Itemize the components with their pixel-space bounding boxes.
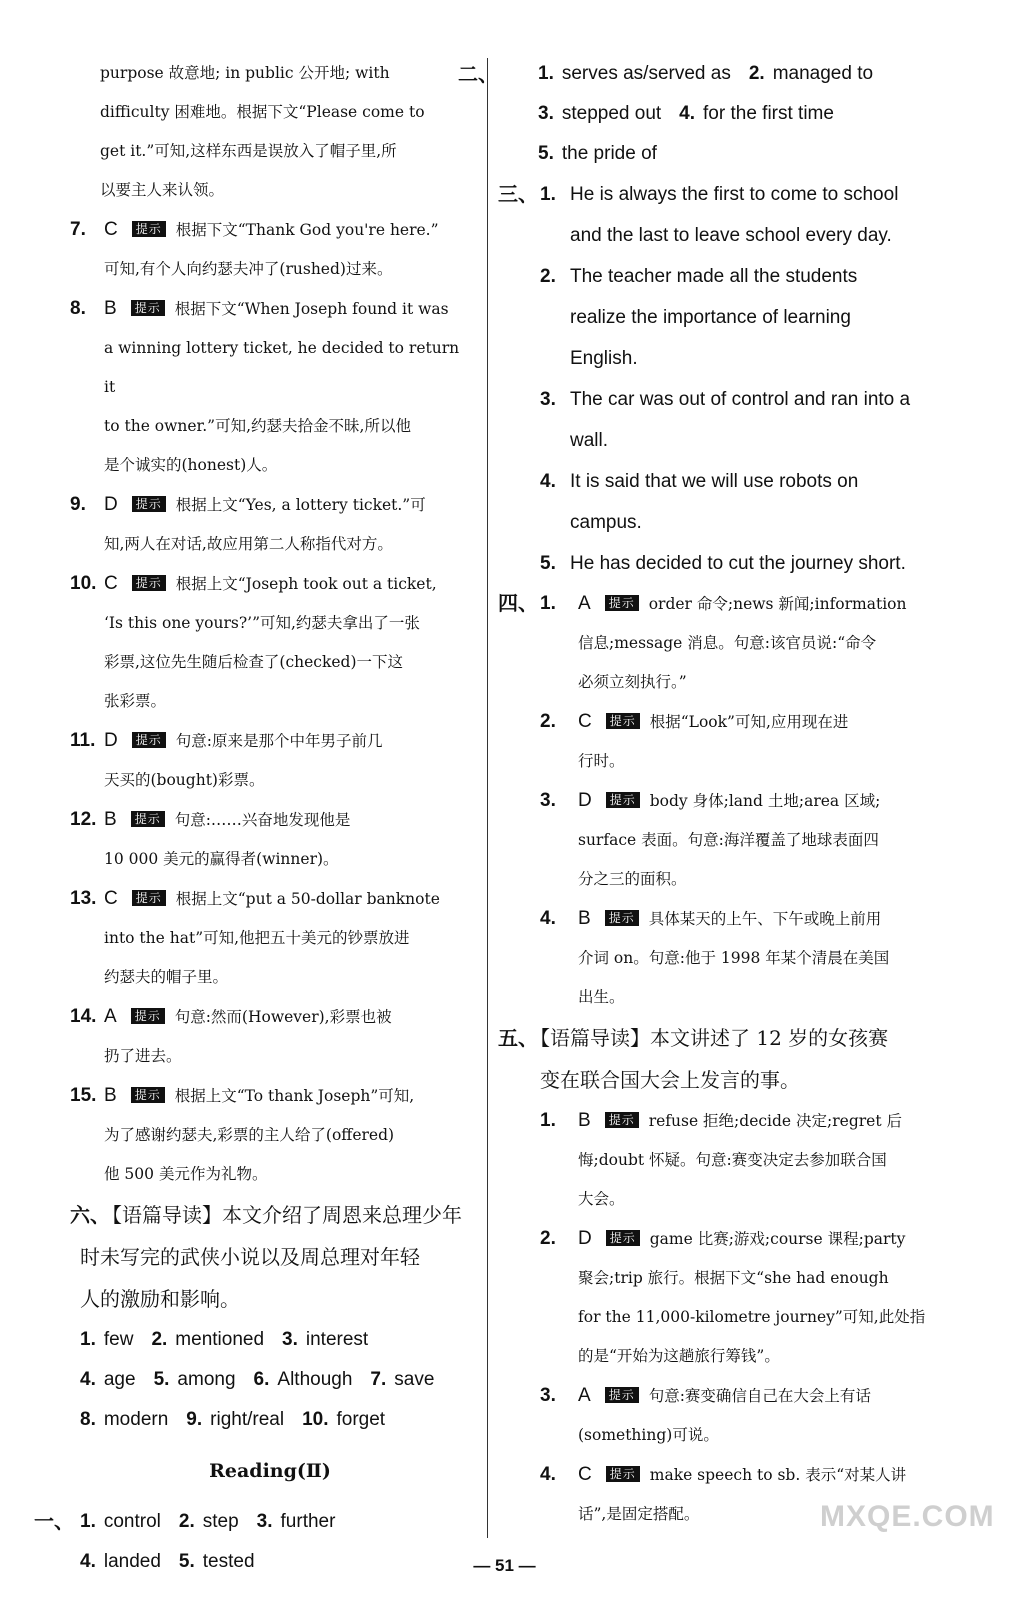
tip-badge: 提示 [132,575,166,591]
text-line: 句意:原来是那个中年男子前几 [175,732,383,750]
item-number: 8. [80,1409,96,1430]
item-number: 11. [70,730,96,751]
answer-text: further [280,1511,336,1532]
section-6-intro [70,1194,470,1236]
section-6 [70,1194,470,1440]
item-number: 8. [70,298,86,319]
left-column [34,54,470,1582]
text-line: 天买的(bought)彩票。 [104,771,265,789]
text-line: 变在联合国大会上发言的事。 [540,1068,800,1092]
answer-item-line [498,1141,938,1180]
item-number: 1. [540,184,556,205]
tip-badge: 提示 [605,595,639,611]
answer-letter: B [578,1110,591,1131]
item-number: 2. [178,1511,195,1532]
answer-item [498,1219,938,1259]
answer-item-line [70,840,470,879]
tip-badge: 提示 [605,1387,639,1403]
item-number: 2. [540,1228,556,1249]
tip-badge: 提示 [131,300,165,316]
text-line: into the hat”可知,他把五十美元的钞票放进 [104,929,410,947]
answer-text: forget [336,1409,386,1430]
sentence-text: and the last to leave school every day. [570,225,892,246]
answer-letter: C [578,1464,592,1485]
section-3 [498,174,938,584]
answer-item [498,1101,938,1141]
item-number: 1. [80,1329,96,1350]
section-label: 一、 [34,1511,74,1533]
item-number: 3. [540,1385,556,1406]
section-4 [498,584,938,1017]
sentence-text: wall. [570,430,609,451]
item-number: 14. [70,1006,97,1027]
answer-row [70,1400,470,1440]
text-line: 根据“Look”可知,应用现在进 [649,713,849,731]
text-line: 句意:……兴奋地发现他是 [174,811,351,829]
answer-letter: D [578,1228,592,1249]
item-number: 9. [70,494,86,515]
answer-item-line [498,939,938,978]
item-number: 4. [540,1464,556,1485]
answer-letter: A [578,1385,591,1406]
answer-text: serves as/served as [561,63,731,84]
answer-text: the pride of [561,143,657,164]
answer-item-line [498,1180,938,1219]
text-line: 是个诚实的(honest)人。 [104,456,278,474]
text-line: 话”,是固定搭配。 [578,1505,700,1523]
answer-text: age [103,1369,136,1390]
answer-item-line [498,978,938,1017]
text-line: get it.”可知,这样东西是误放入了帽子里,所 [100,142,397,160]
answer-text: right/real [210,1409,285,1430]
answer-item [498,584,938,624]
item-number: 3. [538,103,554,124]
answer-item-line [70,919,470,958]
answer-item-line [498,860,938,899]
answer-text: Although [277,1369,353,1390]
text-line: make speech to sb. 表示“对某人讲 [649,1466,907,1484]
answer-row [34,1502,470,1542]
text-line: ‘Is this one yours?’”可知,约瑟夫拿出了一张 [104,614,420,632]
answer-item-line [70,761,470,800]
section-label: 六、 [70,1203,110,1227]
sentence-line [498,502,938,543]
item-number: 1. [80,1511,96,1532]
answer-text: managed to [772,63,874,84]
section-6-answers [70,1320,470,1440]
answer-item-line [498,624,938,663]
answer-text: control [103,1511,161,1532]
answer-text: interest [305,1329,369,1350]
answer-item-line [70,407,470,446]
text-line: 根据上文“Yes, a lottery ticket.”可 [175,496,426,514]
sentence-line [498,420,938,461]
item-number: 13. [70,888,97,909]
text-line: 聚会;trip 旅行。根据下文“she had enough [578,1269,889,1287]
answer-text: few [103,1329,134,1350]
text-line: 可知,有个人向约瑟夫冲了(rushed)过来。 [104,260,393,278]
item-number: 7. [370,1369,387,1390]
text-line: 张彩票。 [104,692,167,710]
sentence-text: It is said that we will use robots on [570,471,859,492]
answer-item [498,899,938,939]
text-line: 信息;message 消息。句意:该官员说:“命令 [578,634,877,652]
answer-item [70,564,470,604]
tip-badge: 提示 [131,811,165,827]
answer-row [70,1320,470,1360]
answer-item-line [70,1037,470,1076]
text-line: 【语篇导读】本文讲述了 12 岁的女孩赛 [540,1026,889,1050]
answer-letter: D [578,790,592,811]
item-number: 2. [540,266,556,287]
answer-item [70,800,470,840]
item-number: 9. [186,1409,203,1430]
answer-item [70,485,470,525]
item-number: 7. [70,219,86,240]
answer-letter: C [104,573,118,594]
answer-item [70,210,470,250]
item-number: 4. [540,471,556,492]
answer-item-line [70,329,470,407]
item-number: 10. [302,1409,329,1430]
tip-badge: 提示 [606,713,640,729]
answer-item [498,702,938,742]
answer-item-line [498,663,938,702]
text-line: 根据下文“When Joseph found it was [174,300,449,318]
item-number: 5. [540,553,556,574]
sentence-line [498,256,938,297]
item-number: 4. [80,1551,96,1572]
answer-item [70,289,470,329]
tip-badge: 提示 [131,1087,165,1103]
item-number: 4. [540,908,556,929]
tip-badge: 提示 [132,732,166,748]
text-line: 扔了进去。 [104,1047,182,1065]
text-line: 【语篇导读】本文介绍了周恩来总理少年 [112,1203,462,1227]
text-line: order 命令;news 新闻;information [648,595,907,613]
sentence-line [498,215,938,256]
sentence-text: campus. [570,512,642,533]
text-line: refuse 拒绝;decide 决定;regret 后 [648,1112,903,1130]
intro-continuation [70,54,470,210]
section-label: 五、 [498,1026,538,1050]
column-divider [487,58,488,1538]
item-number: 5. [178,1551,195,1572]
answer-row [498,94,938,134]
text-line: body 身体;land 土地;area 区域; [649,792,881,810]
section-label: 四、 [498,591,538,615]
answer-text: mentioned [175,1329,265,1350]
answer-item [70,721,470,761]
sentence-line [498,461,938,502]
sentence-text: English. [570,348,638,369]
tip-badge: 提示 [132,496,166,512]
text-line: to the owner.”可知,约瑟夫拾金不昧,所以他 [104,417,411,435]
sentence-text: He has decided to cut the journey short. [570,553,906,574]
tip-badge: 提示 [605,910,639,926]
text-line: 以要主人来认领。 [100,181,225,199]
item-number: 1. [538,63,554,84]
sentence-line [498,338,938,379]
text-line: surface 表面。句意:海洋覆盖了地球表面四 [578,831,879,849]
answer-letter: C [104,219,118,240]
answer-text: step [202,1511,239,1532]
answer-letter: C [104,888,118,909]
answer-item-line [498,1298,938,1337]
sentence-text: The teacher made all the students [570,266,858,287]
sentence-text: He is always the first to come to school [570,184,899,205]
item-number: 5. [538,143,554,164]
answer-letter: B [104,809,117,830]
tip-badge: 提示 [605,1112,639,1128]
text-line: 根据上文“put a 50-dollar banknote [175,890,440,908]
section-2 [458,54,938,174]
answer-item-line [498,1337,938,1376]
answer-letter: B [578,908,591,929]
answer-text: save [394,1369,435,1390]
answer-letter: A [578,593,591,614]
right-column [458,54,938,1534]
answer-letter: D [104,730,118,751]
text-line: 大会。 [578,1190,625,1208]
tip-badge: 提示 [606,792,640,808]
answer-item-line [70,643,470,682]
text-line: 出生。 [578,988,625,1006]
item-number: 1. [540,1110,556,1131]
answer-item [498,781,938,821]
sentence-text: realize the importance of learning [570,307,851,328]
text-line: a winning lottery ticket, he decided to return it [104,339,460,396]
text-line: 根据上文“To thank Joseph”可知, [174,1087,415,1105]
sentence-line [498,379,938,420]
answer-row [70,1360,470,1400]
answer-item [70,1076,470,1116]
item-number: 2. [540,711,556,732]
tip-badge: 提示 [132,890,166,906]
tip-badge: 提示 [132,221,166,237]
item-number: 3. [540,389,556,410]
answer-letter: A [104,1006,117,1027]
section-5 [498,1017,938,1534]
text-line: game 比赛;游戏;course 课程;party [649,1230,906,1248]
item-number: 3. [256,1511,273,1532]
item-number: 4. [679,103,696,124]
text-line: 他 500 美元作为礼物。 [104,1165,268,1183]
answer-row [498,134,938,174]
text-line: 根据上文“Joseph took out a ticket, [175,575,437,593]
answer-item-line [498,742,938,781]
answer-item [70,997,470,1037]
answer-item [498,1376,938,1416]
answer-item-line [498,1259,938,1298]
answer-text: tested [202,1551,255,1572]
answer-letter: B [104,1085,117,1106]
sentence-text: The car was out of control and ran into a [570,389,911,410]
section-label: 三、 [498,182,538,206]
answer-item-line [498,1416,938,1455]
sentence-line [498,174,938,215]
item-number: 2. [151,1329,168,1350]
text-line: 必须立刻执行。” [578,673,687,691]
item-number: 4. [80,1369,96,1390]
answer-list-left [70,210,470,1194]
watermark: MXQE.COM [820,1500,995,1533]
answer-text: among [177,1369,236,1390]
item-number: 3. [282,1329,298,1350]
answer-text: stepped out [561,103,662,124]
text-line: 彩票,这位先生随后检查了(checked)一下这 [104,653,404,671]
text-line: 人的激励和影响。 [80,1287,240,1311]
answer-row [458,54,938,94]
text-line: 行时。 [578,752,625,770]
text-line: difficulty 困难地。根据下文“Please come to [100,103,425,121]
answer-text: landed [103,1551,161,1572]
answer-item-line [70,1116,470,1155]
reading-heading: Reading(Ⅱ) [209,1460,331,1482]
item-number: 10. [70,573,97,594]
item-number: 15. [70,1085,97,1106]
item-number: 5. [153,1369,170,1390]
item-number: 2. [748,63,765,84]
tip-badge: 提示 [606,1466,640,1482]
answer-item-line [70,250,470,289]
text-line: 知,两人在对话,故应用第二人称指代对方。 [104,535,393,553]
text-line: 介词 on。句意:他于 1998 年某个清晨在美国 [578,949,890,967]
answer-item-line [70,682,470,721]
text-line: 为了感谢约瑟夫,彩票的主人给了(offered) [104,1126,395,1144]
section-5-items [498,1101,938,1534]
tip-badge: 提示 [606,1230,640,1246]
section-label: 二、 [458,62,498,86]
answer-item-line [70,1155,470,1194]
text-line: 时未写完的武侠小说以及周总理对年轻 [80,1245,420,1269]
text-line: 悔;doubt 怀疑。句意:赛变决定去参加联合国 [578,1151,887,1169]
answer-item-line [70,958,470,997]
answer-item-line [70,525,470,564]
answer-item [70,879,470,919]
text-line: 10 000 美元的赢得者(winner)。 [104,850,339,868]
section-5-intro [498,1017,938,1059]
answer-letter: B [104,298,117,319]
item-number: 12. [70,809,97,830]
answer-text: for the first time [703,103,834,124]
page-number: — 51 — [473,1556,536,1575]
answer-item-line [498,821,938,860]
text-line: purpose 故意地; in public 公开地; with [100,64,390,82]
text-line: 句意:赛变确信自己在大会上有话 [648,1387,871,1405]
text-line: 约瑟夫的帽子里。 [104,968,229,986]
sentence-line [498,297,938,338]
answer-item-line [70,446,470,485]
text-line: 句意:然而(However),彩票也被 [174,1008,392,1026]
text-line: 分之三的面积。 [578,870,687,888]
answer-item [498,1455,938,1495]
text-line: for the 11,000-kilometre journey”可知,此处指 [578,1308,926,1326]
item-number: 6. [253,1369,270,1390]
answer-letter: D [104,494,118,515]
text-line: 具体某天的上午、下午或晚上前用 [648,910,882,928]
answer-letter: C [578,711,592,732]
answer-item-line [70,604,470,643]
text-line: (something)可说。 [578,1426,719,1444]
item-number: 1. [540,593,556,614]
text-line: 的是“开始为这趟旅行筹钱”。 [578,1347,780,1365]
tip-badge: 提示 [131,1008,165,1024]
sentence-line [498,543,938,584]
item-number: 3. [540,790,556,811]
text-line: 根据下文“Thank God you're here.” [175,221,439,239]
answer-text: modern [103,1409,169,1430]
